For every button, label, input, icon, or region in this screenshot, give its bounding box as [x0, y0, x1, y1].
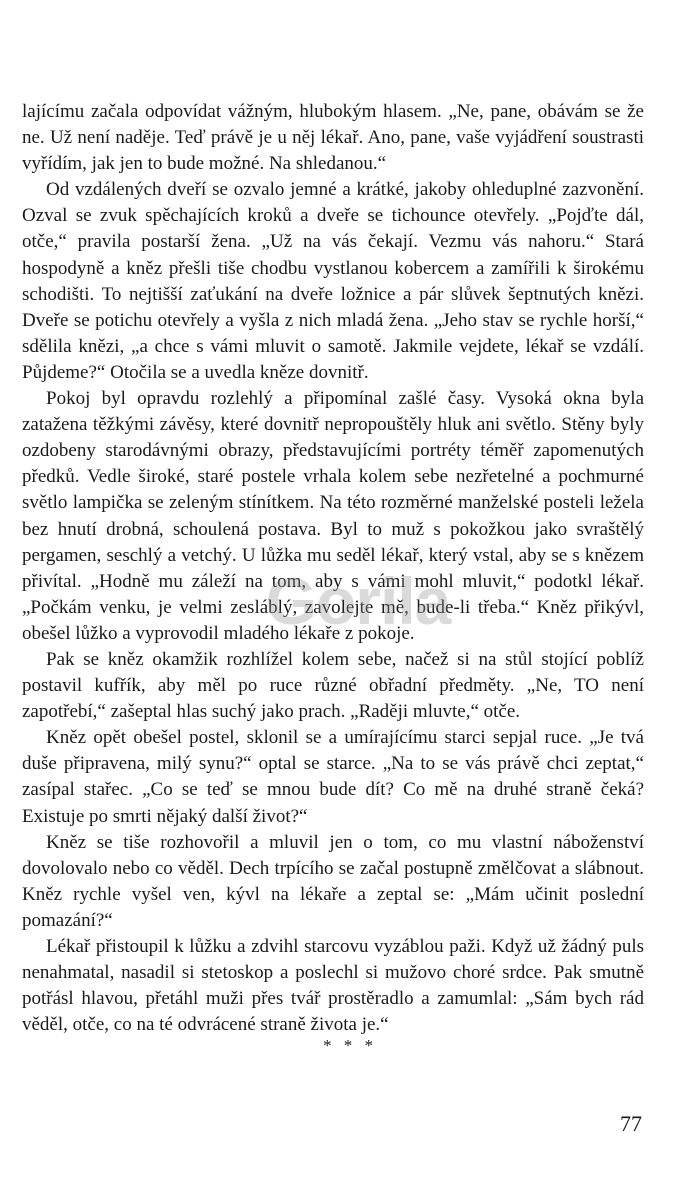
watermark-logo: Gorila	[265, 564, 451, 638]
paragraph-4: Pak se kněz okamžik rozhlížel kolem sebe, načež si na stůl stojící poblíž postavil kufřík, aby měl po ruce různé obřadní předměty. „Ne, TO není zapotřebí,“ zašeptal hlas suchý jako prach. „Raději mluvte,“ otče.	[22, 648, 644, 723]
paragraph-1: lajícímu začala odpovídat vážným, hlubokým hlasem. „Ne, pane, obávám se že ne. Už není naděje. Teď právě je u něj lékař. Ano, pane, vaše vyjádření soustrasti vyřídím, jak jen to bude možné. Na shledanou.“	[22, 101, 644, 175]
paragraph-2: Od vzdálených dveří se ozvalo jemné a krátké, jakoby ohleduplné zazvonění. Ozval se zvuk spěchajících kroků a dveře se tichounce otevřely. „Pojďte dál, otče,“ pravila postarší žena. „Už na vás čekají. Vezmu vás nahoru.“ Stará hospodyně a kněz přešli tiše chodbu vystlanou kobercem a zamířili k širokému schodišti. To nejtišší zaťukání na dveře ložnice a pár slůvek šeptnutých knězi. Dveře se potichu otevřely a vyšla z nich mladá žena. „Jeho stav se rychle horší,“ sdělila knězi, „a chce s vámi mluvit o samotě. Jakmile vejdete, lékař se vzdálí. Půjdeme?“ Otočila se a uvedla kněze dovnitř.	[22, 179, 644, 383]
paragraph-7: Lékař přistoupil k lůžku a zdvihl starcovu vyzáblou paži. Když už žádný puls nenahmatal, nasadil si stetoskop a poslechl si mužovo choré srdce. Pak smutně potřásl hlavou, přetáhl muži přes tvář prostěradlo a zamumlal: „Sám bych rád věděl, otče, co na té odvrácené straně života je.“	[22, 936, 644, 1036]
paragraph-6: Kněz se tiše rozhovořil a mluvil jen o tom, co mu vlastní náboženství dovolovalo nebo co věděl. Dech trpícího se začal postupně změlčovat a slábnout. Kněz rychle vyšel ven, kývl na lékaře a zeptal se: „Mám učinit poslední pomazání?“	[22, 831, 644, 931]
page-number: 77	[620, 1111, 642, 1136]
paragraph-3: Pokoj byl opravdu rozlehlý a připomínal zašlé časy. Vysoká okna byla zatažena těžkými závěsy, které dovnitř nepropouštěly hluk ani světlo. Stěny byly ozdobeny starodávnými obrazy, představujícími portréty téměř zapomenutých předků. Vedle široké, staré postele vrhala kolem sebe nezřetelné a pochmurné světlo lampička se zeleným stínítkem. Na této rozměrné manželské posteli ležela bez hnutí drobná, schoulená postava. Byl to muž s pokožkou jako svraštělý pergamen, seschlý a vetchý. U lůžka mu seděl lékař, který vstal, aby se s knězem přivítal. „Hodně mu záleží na tom, aby s vámi mohl mluvit,“ podotkl lékař. „Počkám venku, je velmi zesláblý, zavolejte mě, bude-li třeba.“ Kněz přikývl, obešel lůžko a vyprovodil mladého lékaře z pokoje.	[22, 388, 644, 644]
section-separator: * * *	[323, 1036, 377, 1055]
body-text	[22, 99, 644, 1038]
paragraph-5: Kněz opět obešel postel, sklonil se a umírajícímu starci sepjal ruce. „Je tvá duše připravena, milý synu?“ optal se starce. „Na to se vás právě chci zeptat,“ zasípal stařec. „Co se teď se mnou bude dít? Co mě na druhé straně čeká? Existuje po smrti nějaký další život?“	[22, 727, 644, 827]
